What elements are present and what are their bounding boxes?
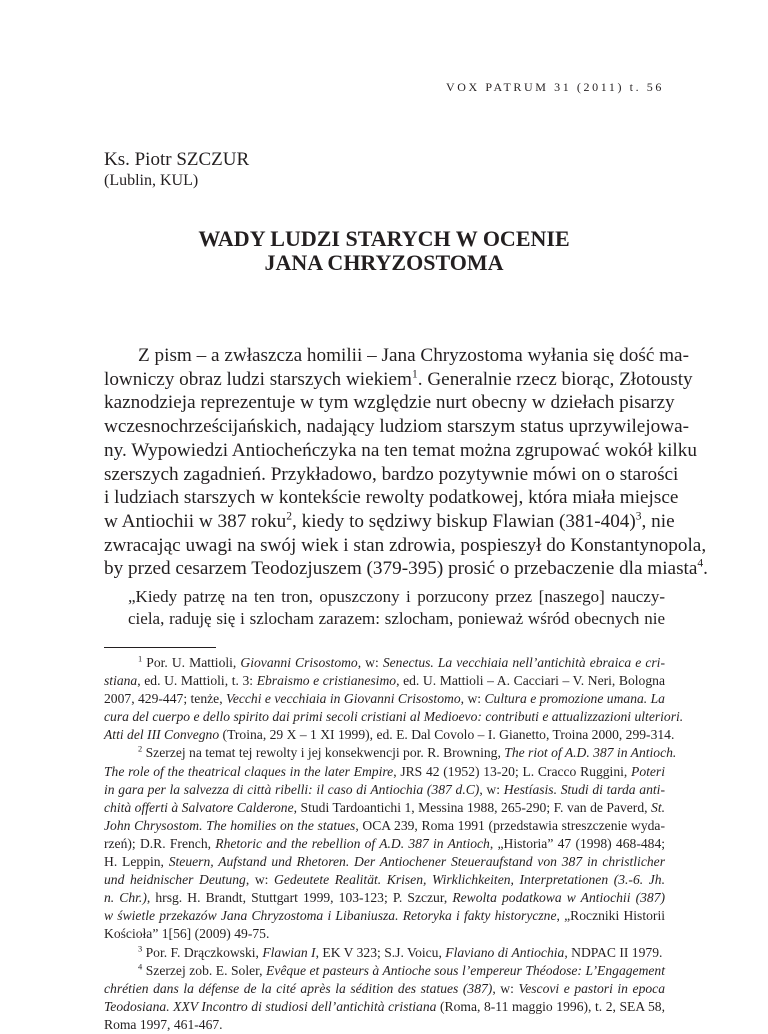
footnote-line: und heidnischer Deutung, w: Gedeutete Realität. Krisen, Wirklichkeiten, Interpretationen (3.-6. Jh. [104,872,665,888]
footnote-line: The role of the theatrical claques in the later Empire, JRS 42 (1952) 13-20; L. Cracco Ruggini, Poteri [104,763,665,779]
footnote-line: rzeń); D.R. French, Rhetoric and the rebellion of A.D. 387 in Antioch, „Historia” 47 (1998) 468-484; [104,835,666,851]
body-line: szerszych zagadnień. Przykładowo, bardzo pozytywnie mówi on o starości [104,463,679,485]
footnote-line: Kościoła” 1[56] (2009) 49-75. [104,926,270,942]
quote-line: „Kiedy patrzę na ten tron, opuszczony i porzucony przez [naszego] nauczy- [128,587,665,606]
footnote-line: cura del cuerpo e dello spirito dai primi secoli cristiani al Medioevo: contributi e attualizzazioni ulteriori. [104,709,684,725]
footnote-line: n. Chr.), hrsg. H. Brandt, Stuttgart 1999, 103-123; P. Szczur, Rewolta podatkowa w Antiochii (387) [104,890,666,906]
body-line: by przed cesarzem Teodozjuszem (379-395) prosić o przebaczenie dla miasta$^4$. [104,557,708,580]
body-line: kaznodzieja reprezentuje w tym względzie nurt obecny w dziełach pisarzy [104,392,675,414]
footnote-line: in gara per la salvezza di città ribelli: il caso di Antiochia (387 d.C), w: Hestíasis. Studi di tarda anti- [104,781,665,797]
body-line: lowniczy obraz ludzi starszych wiekiem$^1$. Generalnie rzecz biorąc, Złotousty [104,368,693,390]
author-name: Ks. Piotr SZCZUR [104,149,250,170]
body-line: zwracając uwagi na swój wiek i stan zdrowia, pospieszył do Konstantynopola, [104,534,707,556]
title-line-1: WADY LUDZI STARYCH W OCENIE [198,226,570,251]
body-line: wczesnochrześcijańskich, nadający ludziom starszym status uprzywilejowa- [104,416,690,438]
footnote-ref-1[interactable]: 1 [411,368,418,381]
main-paragraph [104,344,708,581]
block-quote [128,586,665,630]
footnote-ref-3[interactable]: 3 [635,510,642,523]
footnote-2: $^2$ Szerzej na temat tej rewolty i jej konsekwencji por. R. Browning, The riot of A.D. 387 in Antioch. [138,743,677,761]
footnote-3: $^3$ Por. F. Drączkowski, Flawian I, EK V 323; S.J. Voicu, Flaviano di Antiochia, NDPAC II 1979. [138,942,663,960]
author-affiliation: (Lublin, KUL) [104,172,199,189]
footnote-line: stiana, ed. U. Mattioli, t. 3: Ebraismo e cristianesimo, ed. U. Mattioli – A. Cacciari – V. Neri, Bologna [104,673,665,689]
article-title [104,227,664,275]
title-line-2: JANA CHRYZOSTOMA [264,250,504,275]
footnote-line: Atti del III Convegno (Troina, 29 X – 1 XI 1999), ed. E. Dal Covolo – I. Gianetto, Troina 2000, 299-314. [104,727,675,743]
body-line: i ludziach starszych w kontekście rewolty podatkowej, która miała miejsce [104,487,679,509]
body-line: Z pism – a zwłaszcza homilii – Jana Chryzostoma wyłania się dość ma- [138,345,689,366]
body-line: ny. Wypowiedzi Antiocheńczyka na ten temat można zgrupować wokół kilku [104,439,697,461]
footnote-line: w świetle przekazów Jana Chryzostoma i Libaniusza. Retoryka i fakty historyczne, „Roczniki Historii [104,908,665,924]
footnote-line: H. Leppin, Steuern, Aufstand und Rhetoren. Der Antiochener Steueraufstand von 387 in christlicher [104,854,665,870]
footnote-line: chità offerti à Salvatore Calderone, Studi Tardoantichi 1, Messina 1988, 265-290; F. van de Paverd, St. [104,799,666,815]
footnote-line: chrétien dans la défense de la cité après la sédition des statues (387), w: Vescovi e pastori in epoca [104,980,665,996]
footnote-line: Roma 1997, 461-467. [104,1016,223,1032]
footnote-line: John Chrysostom. The homilies on the statues, OCA 239, Roma 1991 (przedstawia streszczenie wyda- [104,817,665,833]
quote-line: ciela, raduję się i szlocham zarazem: szlocham, ponieważ wśród obecnych nie [128,609,665,628]
footnote-line: 2007, 429-447; tenże, Vecchi e vecchiaia in Giovanni Crisostomo, w: Cultura e promozione umana. La [104,691,665,707]
footnote-line: Teodosiana. XXV Incontro di studiosi dell’antichità cristiana (Roma, 8-11 maggio 1996), t. 2, SEA 58, [104,998,665,1014]
footnotes [104,653,684,1034]
footnote-separator [104,647,216,648]
footnote-ref-2[interactable]: 2 [286,510,293,523]
footnote-ref-4[interactable]: 4 [697,557,704,570]
footnote-1: $^1$ Por. U. Mattioli, Giovanni Crisostomo, w: Senectus. La vecchiaia nell’antichità ebraica e cri- [138,653,665,670]
running-head: VOX PATRUM 31 (2011) t. 56 [445,80,664,94]
footnote-4: $^4$ Szerzej zob. E. Soler, Evêque et pasteurs à Antioche sous l’empereur Théodose: L’Engagement [138,961,665,978]
body-line: w Antiochii w 387 roku$^2$, kiedy to sędziwy biskup Flawian $(381-404)^3$, nie [104,510,675,532]
